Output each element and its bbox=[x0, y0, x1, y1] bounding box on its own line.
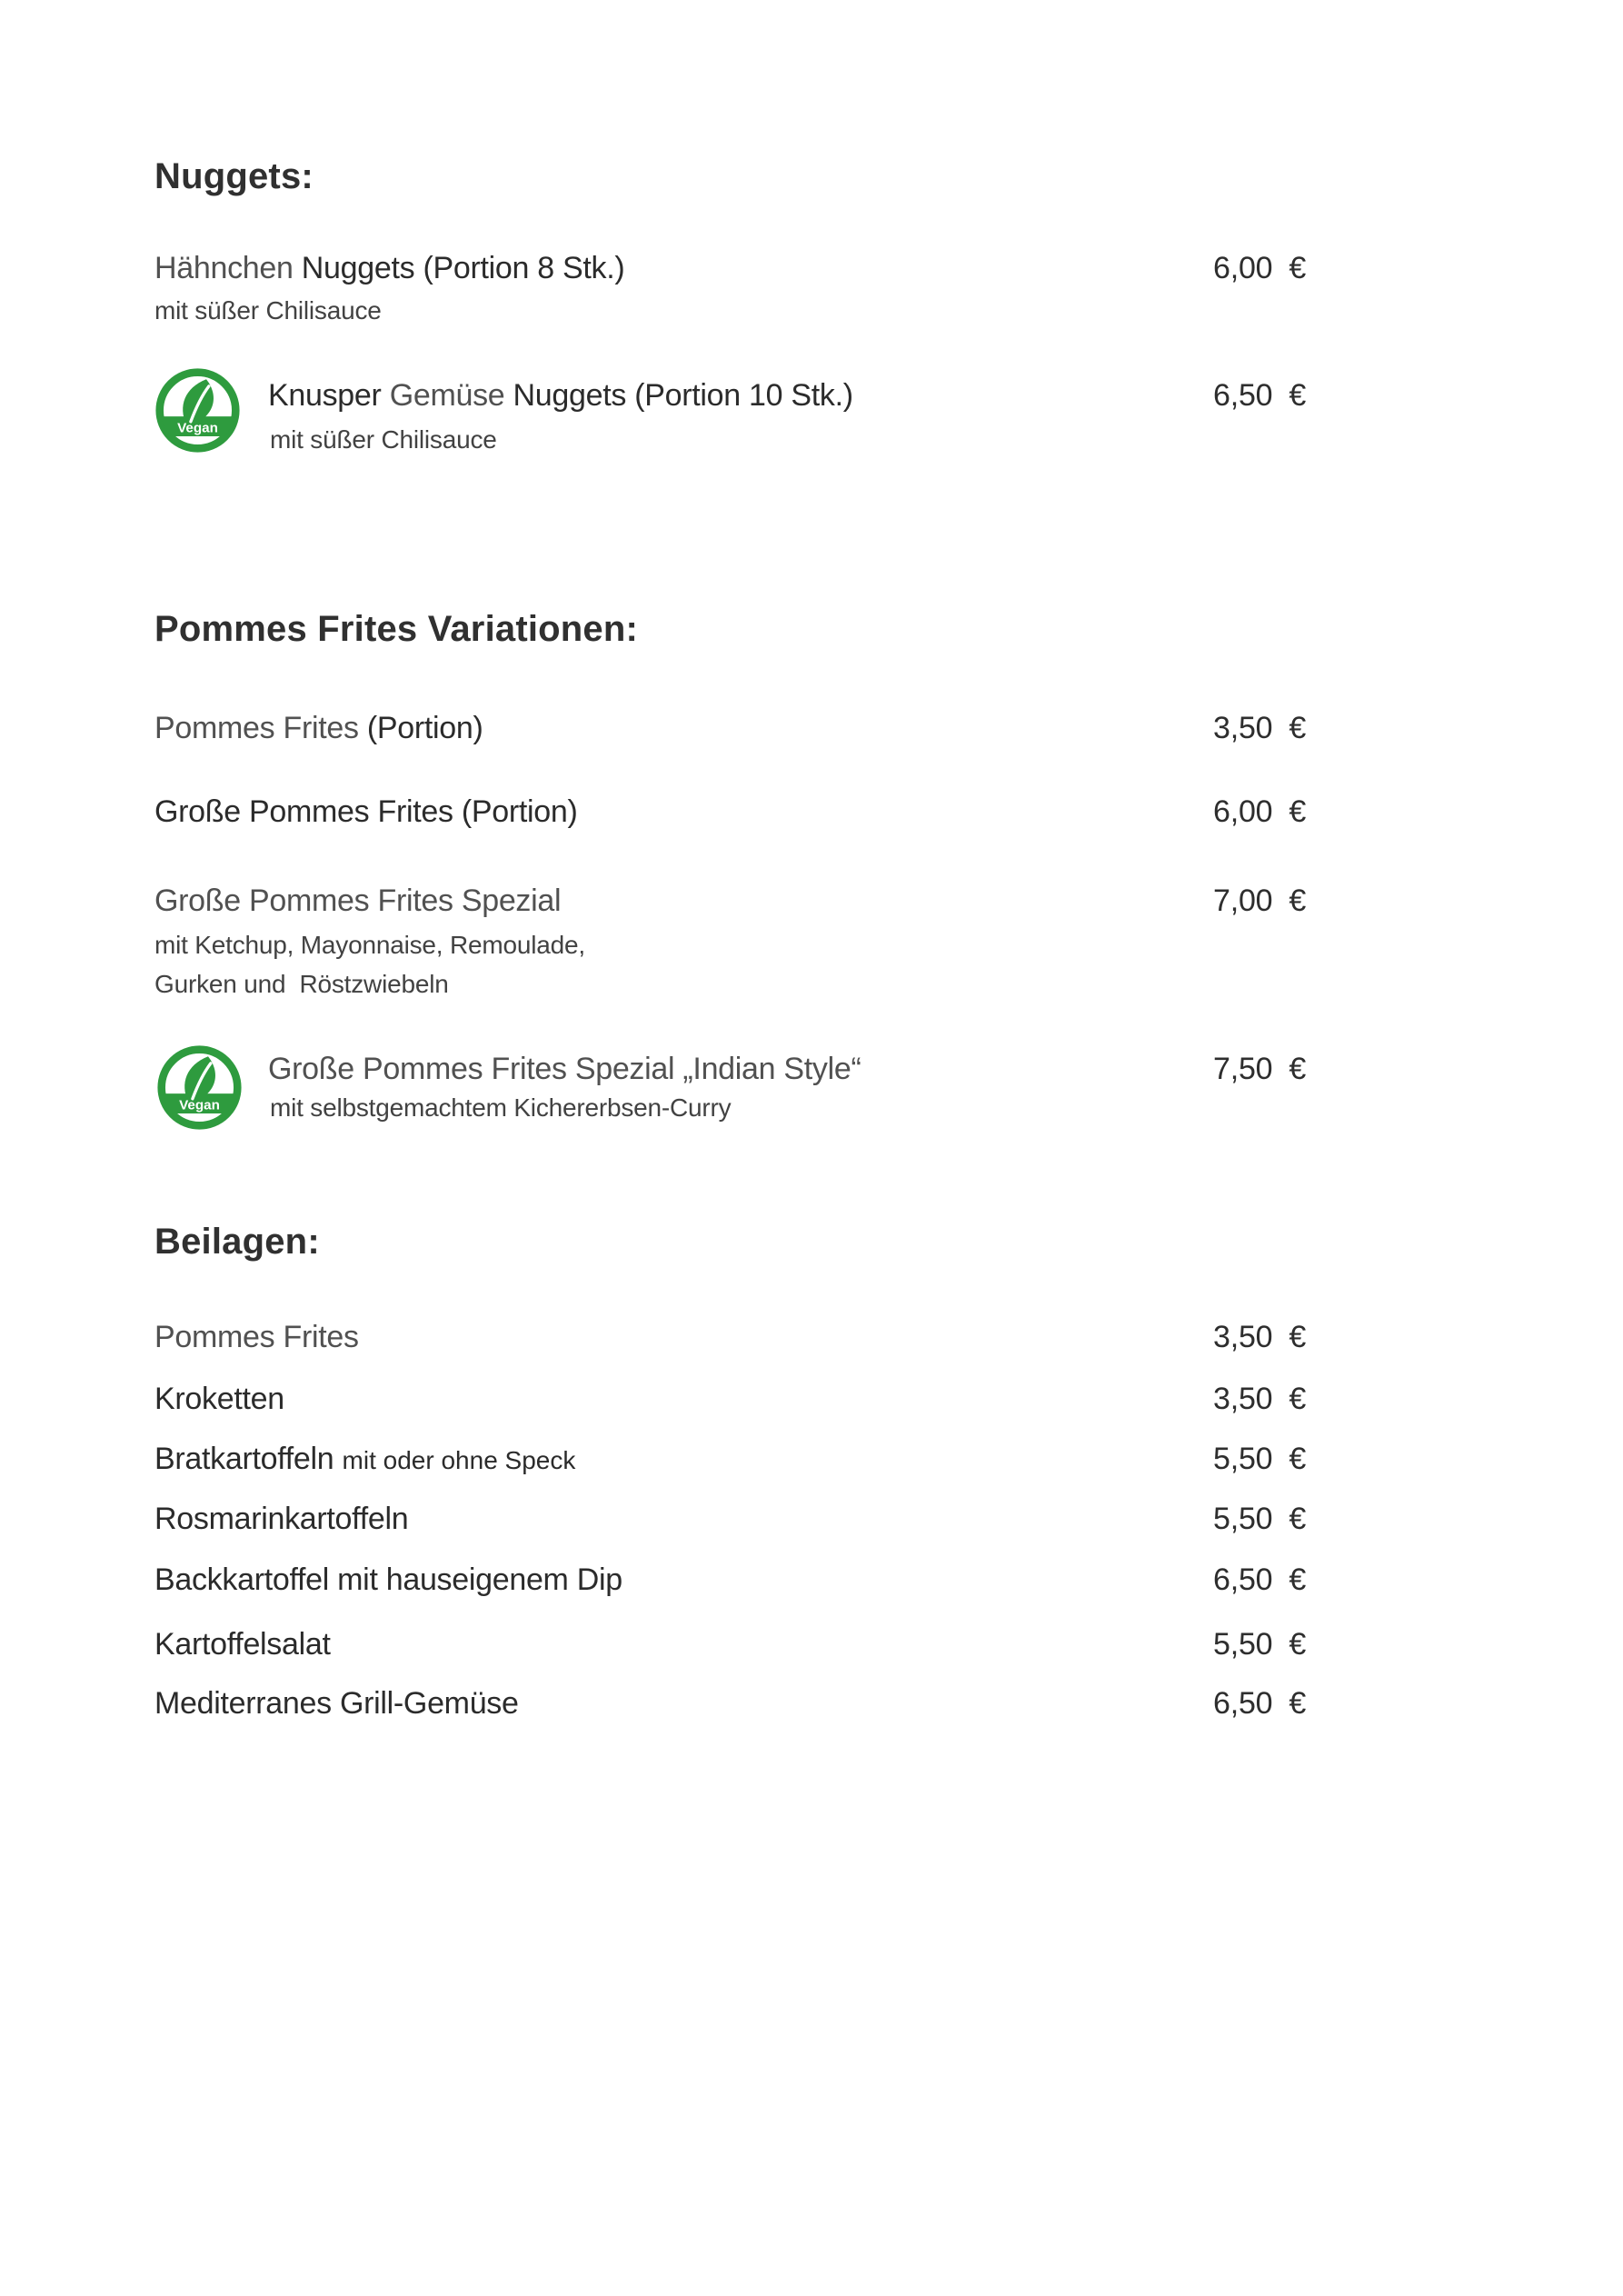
menu-item-title bbox=[154, 250, 624, 287]
menu-item-title bbox=[268, 1051, 861, 1088]
menu-item-detail: Gurken und Röstzwiebeln bbox=[154, 970, 449, 998]
title-segment: Kroketten bbox=[154, 1382, 284, 1416]
menu-item-price bbox=[1213, 1381, 1306, 1418]
price-amount: 5,50 bbox=[1213, 1502, 1273, 1536]
menu-item-price bbox=[1213, 377, 1306, 414]
badge-label: Vegan bbox=[179, 1097, 220, 1113]
title-segment: Nuggets (Portion 10 Stk.) bbox=[513, 378, 853, 413]
title-segment: mit oder ohne Speck bbox=[342, 1446, 576, 1474]
price-amount: 6,50 bbox=[1213, 378, 1273, 413]
title-segment: Knusper bbox=[268, 378, 390, 413]
euro-sign: € bbox=[1289, 1562, 1307, 1597]
title-segment: (Portion) bbox=[366, 711, 483, 745]
price-amount: 7,00 bbox=[1213, 883, 1273, 918]
title-segment: Bratkartoffeln bbox=[154, 1442, 343, 1476]
title-segment: Pommes Frites bbox=[154, 711, 367, 745]
price-amount: 6,50 bbox=[1213, 1686, 1273, 1721]
price-amount: 3,50 bbox=[1213, 1382, 1273, 1416]
euro-sign: € bbox=[1289, 883, 1307, 918]
menu-item-price bbox=[1213, 883, 1306, 920]
menu-item-title bbox=[154, 1501, 408, 1538]
vegan-badge-icon bbox=[154, 367, 241, 454]
title-segment: Rosmarinkartoffeln bbox=[154, 1502, 409, 1536]
price-amount: 3,50 bbox=[1213, 711, 1273, 745]
title-segment: Große Pommes Frites Spezial bbox=[154, 883, 562, 918]
menu-item-title bbox=[154, 794, 578, 831]
price-amount: 5,50 bbox=[1213, 1627, 1273, 1662]
euro-sign: € bbox=[1289, 1382, 1307, 1416]
section-heading-beilagen: Beilagen: bbox=[154, 1222, 320, 1262]
menu-item-price bbox=[1213, 1051, 1306, 1088]
euro-sign: € bbox=[1289, 1320, 1307, 1354]
menu-item-price bbox=[1213, 250, 1306, 287]
euro-sign: € bbox=[1289, 251, 1307, 285]
badge-label: Vegan bbox=[177, 420, 218, 436]
price-amount: 3,50 bbox=[1213, 1320, 1273, 1354]
menu-item-title bbox=[154, 1685, 519, 1722]
menu-item-price bbox=[1213, 1685, 1306, 1722]
menu-item-detail: mit süßer Chilisauce bbox=[154, 296, 382, 324]
menu-item-detail: mit süßer Chilisauce bbox=[270, 425, 497, 454]
menu-item-title bbox=[154, 1626, 331, 1663]
price-amount: 6,00 bbox=[1213, 794, 1273, 829]
menu-item-price bbox=[1213, 1319, 1306, 1356]
vegan-badge-icon bbox=[156, 1044, 243, 1131]
menu-item-price bbox=[1213, 1562, 1306, 1599]
price-amount: 5,50 bbox=[1213, 1442, 1273, 1476]
euro-sign: € bbox=[1289, 1502, 1307, 1536]
title-segment: Große Pommes Frites Spezial „Indian Style“ bbox=[268, 1052, 861, 1086]
menu-item-price bbox=[1213, 1441, 1306, 1478]
price-amount: 7,50 bbox=[1213, 1052, 1273, 1086]
section-heading-nuggets: Nuggets: bbox=[154, 156, 314, 196]
section-heading-pommes-frites-variationen: Pommes Frites Variationen: bbox=[154, 609, 639, 649]
menu-item-detail: mit Ketchup, Mayonnaise, Remoulade, bbox=[154, 931, 585, 959]
menu-item-title bbox=[154, 1441, 575, 1478]
title-segment: Kartoffelsalat bbox=[154, 1627, 331, 1662]
menu-item-title bbox=[154, 1562, 622, 1599]
title-segment: Nuggets (Portion 8 Stk.) bbox=[301, 251, 625, 285]
title-segment: Hähnchen bbox=[154, 251, 302, 285]
price-amount: 6,50 bbox=[1213, 1562, 1273, 1597]
title-segment: Gemüse bbox=[389, 378, 513, 413]
menu-item-title bbox=[154, 883, 561, 920]
menu-item-price bbox=[1213, 1501, 1306, 1538]
euro-sign: € bbox=[1289, 794, 1307, 829]
title-segment: Mediterranes Grill-Gemüse bbox=[154, 1686, 519, 1721]
title-segment: Backkartoffel mit hauseigenem Dip bbox=[154, 1562, 622, 1597]
euro-sign: € bbox=[1289, 1442, 1307, 1476]
title-segment: Große Pommes Frites (Portion) bbox=[154, 794, 578, 829]
euro-sign: € bbox=[1289, 711, 1307, 745]
menu-item-price bbox=[1213, 710, 1306, 747]
euro-sign: € bbox=[1289, 1686, 1307, 1721]
menu-item-title bbox=[154, 1381, 284, 1418]
menu-item-price bbox=[1213, 1626, 1306, 1663]
menu-item-price bbox=[1213, 794, 1306, 831]
euro-sign: € bbox=[1289, 1052, 1307, 1086]
menu-item-detail: mit selbstgemachtem Kichererbsen-Curry bbox=[270, 1093, 732, 1122]
menu-item-title bbox=[154, 710, 483, 747]
euro-sign: € bbox=[1289, 378, 1307, 413]
menu-item-title bbox=[154, 1319, 359, 1356]
euro-sign: € bbox=[1289, 1627, 1307, 1662]
menu-item-title bbox=[268, 377, 853, 414]
title-segment: Pommes Frites bbox=[154, 1320, 359, 1354]
price-amount: 6,00 bbox=[1213, 251, 1273, 285]
